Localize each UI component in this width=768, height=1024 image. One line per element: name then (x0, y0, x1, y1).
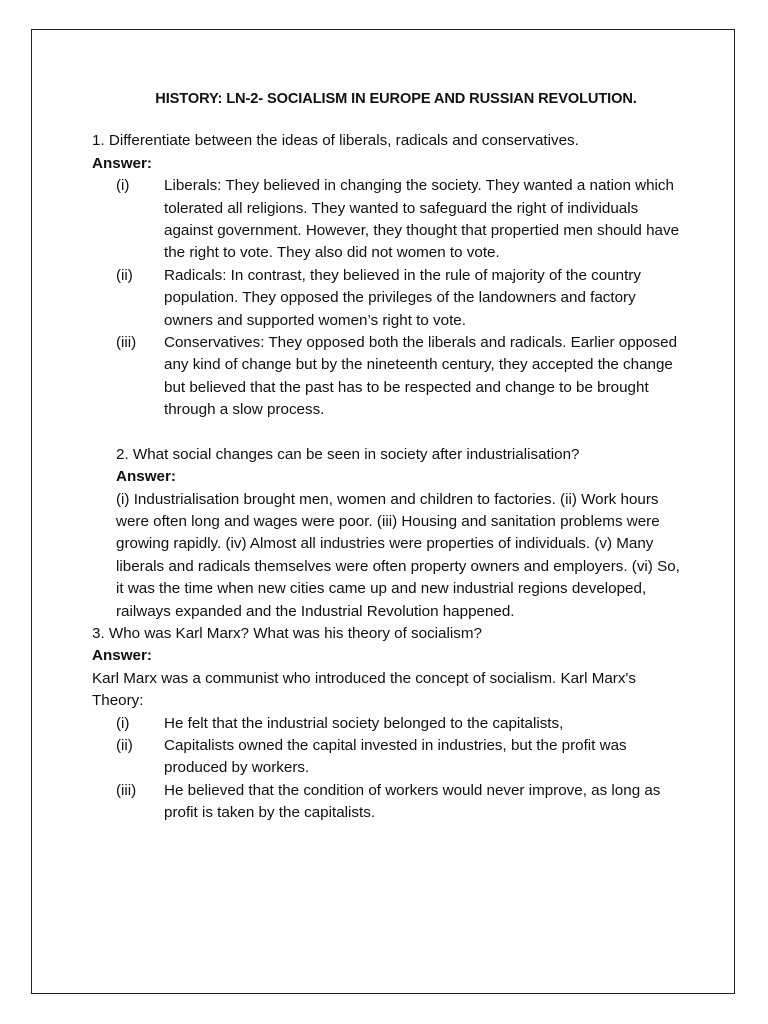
list-item-text: He believed that the condition of workers would never improve, as long as profit is taken by the capitalists. (164, 781, 661, 822)
question-2-block (92, 444, 682, 623)
answer-label-1: Answer: (92, 154, 152, 172)
list-item-number: (ii) (116, 736, 133, 754)
list-item-text: Radicals: In contrast, they believed in the rule of majority of the country population. They opposed the privileges of the landowners and factory owners and supported women’s right to vote. (164, 266, 641, 329)
list-item-number: (ii) (116, 266, 133, 284)
question-1: 1. Differentiate between the ideas of liberals, radicals and conservatives. (92, 132, 579, 150)
list-item (92, 713, 682, 735)
list-item-text: Conservatives: They opposed both the liberals and radicals. Earlier opposed any kind of change but by the nineteenth century, they accepted the change but believed that the past has to be respected and change to be brought through a slow process. (164, 334, 678, 419)
list-item (92, 265, 682, 332)
question-3: 3. Who was Karl Marx? What was his theory of socialism? (92, 624, 482, 642)
question-2: 2. What social changes can be seen in society after industrialisation? (116, 445, 580, 463)
list-item (92, 175, 682, 265)
list-item-number: (iii) (116, 334, 137, 352)
list-item-text: He felt that the industrial society belonged to the capitalists, (164, 714, 564, 732)
answer-label-2: Answer: (116, 468, 176, 486)
list-item-number: (i) (116, 714, 130, 732)
answer-label-3: Answer: (92, 647, 152, 665)
page-title: HISTORY: LN-2- SOCIALISM IN EUROPE AND RUSSIAN REVOLUTION. (155, 91, 637, 107)
list-item (92, 780, 682, 825)
answer-3-intro: Karl Marx was a communist who introduced the concept of socialism. Karl Marx's Theory: (92, 669, 636, 710)
list-item-text: Liberals: They believed in changing the society. They wanted a nation which tolerated all religions. They wanted to safeguard the right of individuals against government. However, they thought that propertied men should have the right to vote. They also did not women to vote. (164, 177, 680, 262)
list-item-number: (i) (116, 177, 130, 195)
list-item-number: (iii) (116, 781, 137, 799)
list-item-text: Capitalists owned the capital invested in industries, but the profit was produced by workers. (164, 736, 627, 777)
list-item (92, 332, 682, 422)
document-content (92, 88, 682, 825)
list-item (92, 735, 682, 780)
spacer (92, 422, 682, 444)
answer-2-text: (i) Industrialisation brought men, women and children to factories. (ii) Work hours were often long and wages were poor. (iii) Housing and sanitation problems were growing rapidly. (iv) Almost all industries were properties of individuals. (v) Many liberals and radicals themselves were often property owners and employers. (vi) So, it was the time when new cities came up and new industrial regions developed, railways expanded and the Industrial Revolution happened. (116, 490, 680, 620)
